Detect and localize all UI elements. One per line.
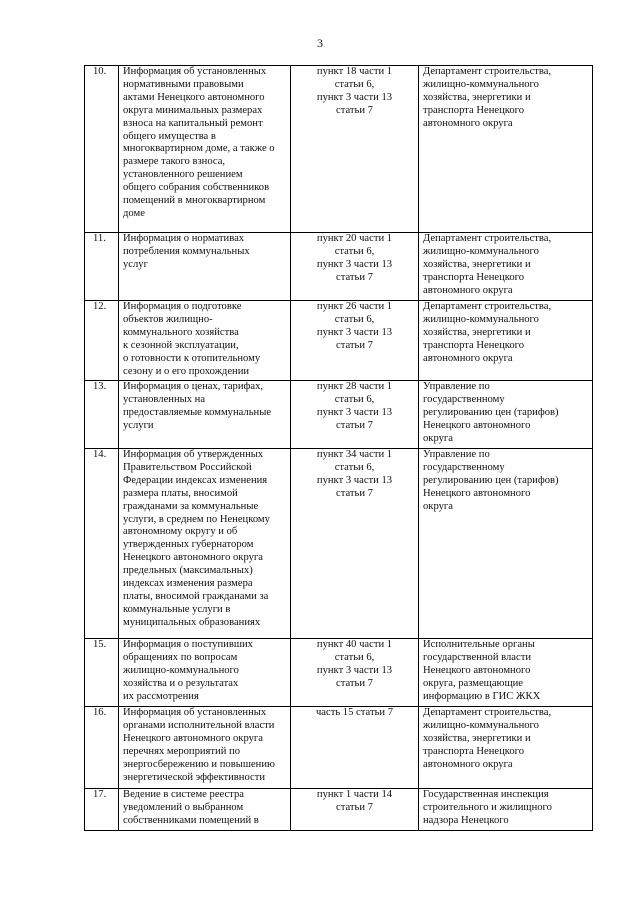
text-line: регулированию цен (тарифов) [423, 474, 559, 486]
information-cell [119, 381, 291, 449]
row-number: 12. [85, 301, 119, 381]
text-line: Информация о нормативах [123, 233, 245, 244]
text-line: общего собрания собственников [123, 182, 270, 194]
reference-cell [291, 66, 419, 233]
text-line: автономного округа [423, 352, 513, 364]
text-line: Информация об утвержденных [123, 449, 264, 460]
text-line: автономному округу и об [123, 526, 238, 538]
text-line: статьи 7 [336, 419, 373, 431]
page-number: 3 [317, 36, 323, 50]
text-line: статьи 6, [334, 313, 375, 325]
text-line: жилищно-коммунального [423, 245, 539, 257]
text-line: услуги, в среднем по Ненецкому [123, 513, 270, 525]
text-line: Федерации индексах изменения [123, 474, 268, 486]
text-line: о готовности к отопительному [123, 352, 261, 364]
reference-cell [291, 233, 419, 301]
text-line: пункт 3 части 13 [316, 664, 393, 676]
text-line: хозяйства, энергетики и [423, 91, 531, 103]
table-row [85, 381, 593, 449]
text-line: пункт 26 части 1 [316, 301, 393, 312]
text-line: муниципальных образованиях [123, 616, 261, 628]
text-line: Информация о поступивших [123, 639, 253, 650]
responsible-organization-cell [419, 789, 593, 831]
text-line: объектов жилищно- [123, 313, 213, 325]
text-line: коммунальные услуги в [123, 603, 231, 615]
text-line: нормативными правовыми [123, 78, 244, 90]
text-line: автономного округа [423, 284, 513, 296]
row-number: 13. [85, 381, 119, 449]
text-line: Информация о ценах, тарифах, [123, 381, 264, 392]
text-line: автономного округа [423, 117, 513, 129]
text-line: сезону и о его прохождении [123, 365, 250, 377]
text-line: округа минимальных размерах [123, 104, 263, 116]
text-line: предоставляемые коммунальные [123, 406, 272, 418]
text-line: услуги [123, 419, 154, 431]
reference-cell [291, 301, 419, 381]
text-line: пункт 3 части 13 [316, 474, 393, 486]
text-line: Управление по [423, 449, 490, 460]
text-line: пункт 18 части 1 [316, 66, 393, 77]
responsible-organization-cell [419, 449, 593, 639]
text-line: транспорта Ненецкого [423, 271, 525, 283]
text-line: пункт 3 части 13 [316, 258, 393, 270]
text-line: установленных на [123, 393, 206, 405]
text-line: предельных (максимальных) [123, 565, 253, 577]
text-line: жилищно-коммунального [423, 313, 539, 325]
text-line: размере такого взноса, [123, 156, 226, 168]
text-line: хозяйства, энергетики и [423, 732, 531, 744]
text-line: статьи 6, [334, 651, 375, 663]
text-line: пункт 20 части 1 [316, 233, 393, 244]
text-line: автономного округа [423, 758, 513, 770]
table-row [85, 707, 593, 789]
text-line: транспорта Ненецкого [423, 339, 525, 351]
text-line: округа [423, 432, 453, 444]
row-number: 16. [85, 707, 119, 789]
text-line: общего имущества в [123, 130, 216, 142]
text-line: пункт 28 части 1 [316, 381, 393, 392]
text-line: жилищно-коммунального [123, 664, 239, 676]
text-line: коммунального хозяйства [123, 326, 239, 338]
information-cell [119, 707, 291, 789]
text-line: Управление по [423, 381, 490, 392]
text-line: актами Ненецкого автономного [123, 91, 265, 103]
text-line: регулированию цен (тарифов) [423, 406, 559, 418]
text-line: статьи 6, [334, 461, 375, 473]
text-line: размера платы, вносимой [123, 487, 238, 499]
text-line: взноса на капитальный ремонт [123, 117, 263, 129]
text-line: хозяйства, энергетики и [423, 258, 531, 270]
text-line: статьи 7 [336, 801, 373, 813]
text-line: Ненецкого автономного округа [123, 732, 263, 744]
responsible-organization-cell [419, 301, 593, 381]
text-line: строительного и жилищного [423, 801, 552, 813]
text-line: установленного решением [123, 169, 243, 181]
reference-cell [291, 707, 419, 789]
text-line: перечнях мероприятий по [123, 745, 241, 757]
text-line: хозяйства и о результатах [123, 677, 239, 689]
responsible-organization-cell [419, 707, 593, 789]
text-line: статьи 7 [336, 487, 373, 499]
text-line: государственной власти [423, 651, 532, 663]
text-line: Информация об установленных [123, 707, 267, 718]
text-line: помещений в многоквартирном [123, 195, 266, 207]
text-line: уведомлений о выбранном [123, 801, 244, 813]
responsible-organization-cell [419, 639, 593, 707]
text-line: Информация об установленных [123, 66, 267, 77]
text-line: энергетической эффективности [123, 771, 266, 783]
reference-cell [291, 381, 419, 449]
text-line: информацию в ГИС ЖКХ [423, 690, 541, 702]
table-row [85, 301, 593, 381]
text-line: Исполнительные органы [423, 639, 535, 650]
information-cell [119, 233, 291, 301]
text-line: транспорта Ненецкого [423, 104, 525, 116]
information-cell [119, 301, 291, 381]
row-number: 14. [85, 449, 119, 639]
text-line: транспорта Ненецкого [423, 745, 525, 757]
text-line: государственному [423, 461, 505, 473]
table-row [85, 789, 593, 831]
table-row [85, 449, 593, 639]
text-line: Государственная инспекция [423, 789, 549, 800]
information-cell [119, 639, 291, 707]
text-line: Ненецкого автономного [423, 487, 531, 499]
text-line: хозяйства, энергетики и [423, 326, 531, 338]
text-line: платы, вносимой гражданами за [123, 590, 269, 602]
text-line: статьи 7 [336, 271, 373, 283]
text-line: статьи 7 [336, 104, 373, 116]
text-line: Департамент строительства, [423, 66, 552, 77]
information-table [84, 65, 593, 831]
row-number: 15. [85, 639, 119, 707]
text-line: Информация о подготовке [123, 301, 242, 312]
text-line: статьи 6, [334, 393, 375, 405]
reference-cell [291, 789, 419, 831]
table-row [85, 639, 593, 707]
reference-cell [291, 449, 419, 639]
text-line: государственному [423, 393, 505, 405]
text-line: округа, размещающие [423, 677, 523, 689]
text-line: гражданами за коммунальные [123, 500, 259, 512]
text-line: пункт 3 части 13 [316, 326, 393, 338]
text-line: Ведение в системе реестра [123, 789, 244, 800]
text-line: пункт 40 части 1 [316, 639, 393, 650]
text-line: обращениях по вопросам [123, 651, 238, 663]
text-line: услуг [123, 258, 148, 270]
text-line: пункт 1 части 14 [316, 789, 393, 800]
text-line: энергосбережению и повышению [123, 758, 275, 770]
table-row [85, 233, 593, 301]
text-line: статьи 7 [336, 677, 373, 689]
text-line: часть 15 статьи 7 [315, 707, 394, 718]
text-line: индексах изменения размера [123, 578, 253, 590]
text-line: жилищно-коммунального [423, 78, 539, 90]
text-line: Департамент строительства, [423, 707, 552, 718]
table-row [85, 66, 593, 233]
text-line: Ненецкого автономного [423, 419, 531, 431]
text-line: утвержденных губернатором [123, 539, 254, 551]
row-number: 10. [85, 66, 119, 233]
responsible-organization-cell [419, 381, 593, 449]
row-number: 17. [85, 789, 119, 831]
text-line: пункт 3 части 13 [316, 91, 393, 103]
text-line: Ненецкого автономного округа [123, 552, 263, 564]
text-line: округа [423, 500, 453, 512]
information-cell [119, 449, 291, 639]
responsible-organization-cell [419, 66, 593, 233]
text-line: Правительством Российской [123, 461, 252, 473]
information-cell [119, 66, 291, 233]
text-line: пункт 34 части 1 [316, 449, 393, 460]
text-line: к сезонной эксплуатации, [123, 339, 239, 351]
responsible-organization-cell [419, 233, 593, 301]
information-cell [119, 789, 291, 831]
text-line: статьи 7 [336, 339, 373, 351]
reference-cell [291, 639, 419, 707]
text-line: статьи 6, [334, 78, 375, 90]
text-line: многоквартирном доме, а также о [123, 143, 275, 155]
text-line: их рассмотрения [123, 690, 199, 702]
text-line: надзора Ненецкого [423, 814, 509, 826]
text-line: Ненецкого автономного [423, 664, 531, 676]
text-line: органами исполнительной власти [123, 719, 275, 731]
text-line: жилищно-коммунального [423, 719, 539, 731]
text-line: статьи 6, [334, 245, 375, 257]
text-line: пункт 3 части 13 [316, 406, 393, 418]
text-line: собственниками помещений в [123, 814, 259, 826]
row-number: 11. [85, 233, 119, 301]
text-line: доме [123, 207, 145, 219]
text-line: потребления коммунальных [123, 245, 250, 257]
text-line: Департамент строительства, [423, 233, 552, 244]
text-line: Департамент строительства, [423, 301, 552, 312]
